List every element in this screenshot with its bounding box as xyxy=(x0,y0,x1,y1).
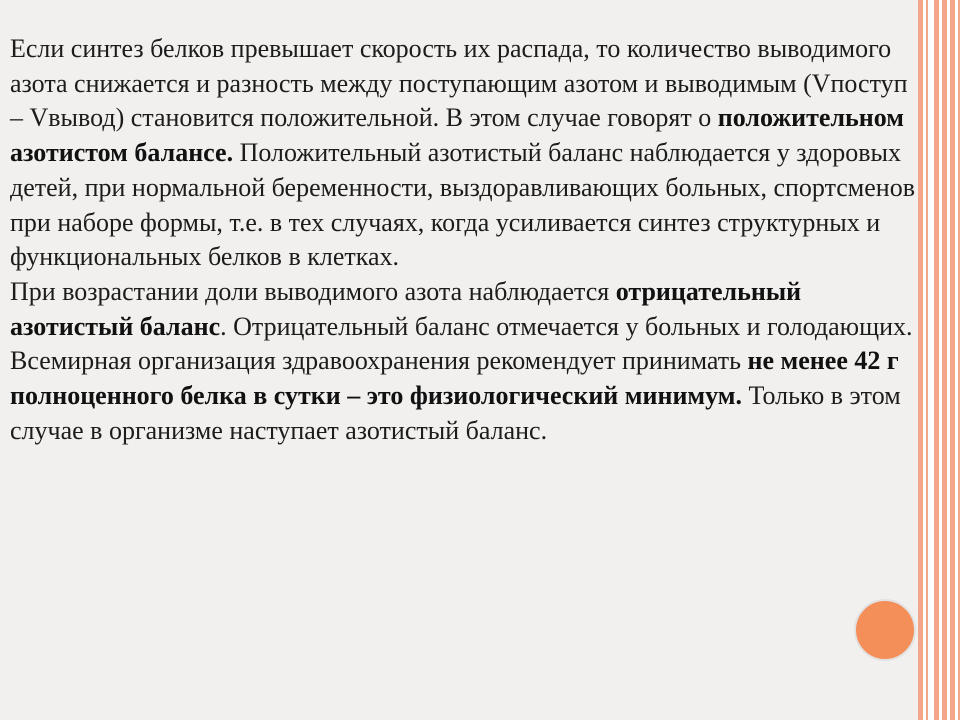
paragraph-3-bold: не менее 42 г полноценного белка в сутки – это физиологический минимум. xyxy=(10,346,899,411)
stripe-gap xyxy=(928,0,933,720)
paragraph-3-text-end: Только в этом случае в организме наступает азотистый баланс. xyxy=(10,381,901,445)
paragraph-1-text: Если синтез белков превышает скорость их распада, то количество выводимого азота снижается и разность между поступающим азотом и выводимым (Vпоступ – Vвывод) становится положительной. В этом случае говорят о xyxy=(10,34,908,133)
paragraph-1-bold: положительном азотистом балансе. xyxy=(10,103,904,168)
paragraph-negative-balance xyxy=(10,275,920,344)
paragraph-who-recommendation xyxy=(10,344,920,448)
paragraph-2-bold: отрицательный азотистый баланс xyxy=(10,276,802,341)
paragraph-3-text: Всемирная организация здравоохранения рекомендует принимать xyxy=(10,346,748,376)
paragraph-positive-balance xyxy=(10,32,920,275)
decorative-circle xyxy=(854,599,916,661)
paragraph-1-text-end: Положительный азотистый баланс наблюдается у здоровых детей, при нормальной беременности, выздоравливающих больных, спортсменов при наборе формы, т.е. в тех случаях, когда усиливается синтез структурных и функциональных белков в клетках. xyxy=(10,138,915,272)
slide-body-text xyxy=(10,32,920,448)
paragraph-2-text: При возрастании доли выводимого азота наблюдается xyxy=(10,276,616,306)
decorative-stripes xyxy=(918,0,960,720)
paragraph-2-text-end: . Отрицательный баланс отмечается у больных и голодающих. xyxy=(220,311,913,341)
